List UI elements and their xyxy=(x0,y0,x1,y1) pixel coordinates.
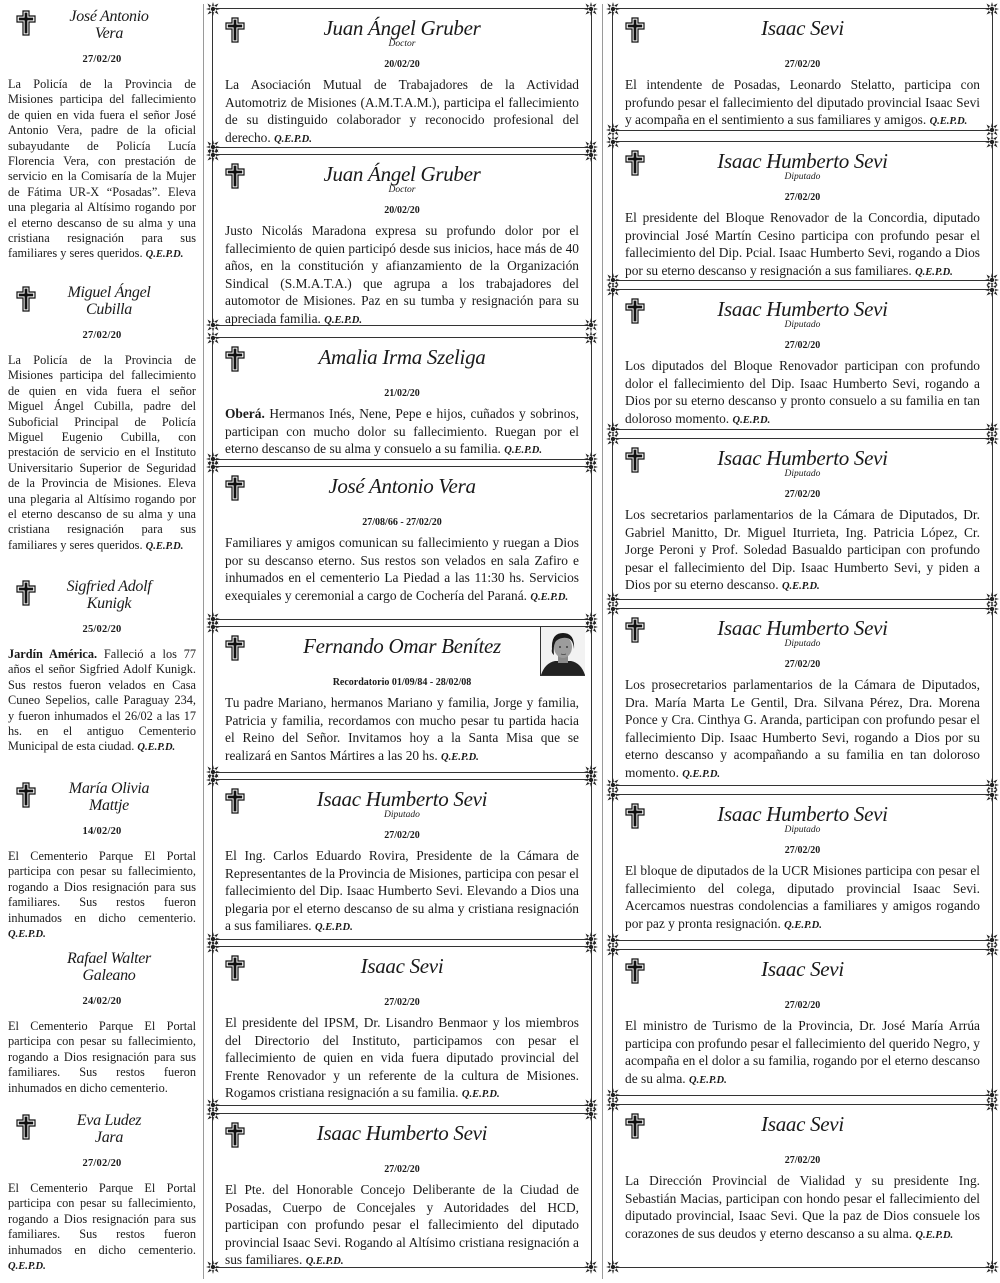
obituary-date: 27/02/20 xyxy=(82,54,122,65)
obituary-title xyxy=(613,39,992,49)
obituary-name xyxy=(8,780,196,814)
cross-icon xyxy=(225,475,245,501)
obituary-text xyxy=(225,1014,579,1104)
obituary-date: 20/02/20 xyxy=(384,59,420,70)
corner-ornament-icon xyxy=(606,432,620,446)
obituary-item xyxy=(8,1112,196,1274)
column-divider xyxy=(602,4,603,1279)
obituary-name: Isaac Humberto Sevi xyxy=(316,787,488,811)
obituary-text xyxy=(625,862,980,934)
obituary-name xyxy=(8,950,196,984)
name-line: Kunigk xyxy=(86,595,132,612)
obituary-date: 27/02/20 xyxy=(784,340,821,351)
obituary-text xyxy=(625,506,980,596)
qepd-closing: Q.E.P.D. xyxy=(8,1261,46,1273)
obituary-title: Diputado xyxy=(784,320,821,330)
cross-icon xyxy=(225,635,245,661)
body-text: La Asociación Mutual de Trabajadores de la Actividad Automotriz de Misiones (A.M.T.A.M.), participa el fallecimiento de su distinguido colaborador y reconocido profesional del derecho. xyxy=(225,77,579,145)
body-text: La Dirección Provincial de Vialidad y su presidente Ing. Sebastián Macias, participan con hondo pesar el fallecimiento del diputado provincial, Isaac Sevi. Que la paz de Dios consuele los corazones de sus deudos y eterno descanso a su alma. xyxy=(625,1173,980,1241)
body-text: El Cementerio Parque El Portal participa con pesar su fallecimiento, rogando a Dios resignación para sus familiares. Sus restos fueron inhumados en dicho cementerio. xyxy=(8,1019,196,1095)
obituary-text xyxy=(625,357,980,429)
obituary-name: Isaac Humberto Sevi xyxy=(717,802,888,826)
obituary-text xyxy=(225,847,579,937)
body-text: Justo Nicolás Maradona expresa su profundo dolor por el fallecimiento de quien participó desde sus inicios, hace más de 40 años, en la constitución y afianzamiento de la Organización Sindical (S.M.A.T.A.) que agrupa a los trabajadores del automotor de Misiones. Paz en su tumba y resignación para su apreciada familia. xyxy=(225,223,579,326)
obituary-text xyxy=(8,1019,196,1096)
corner-ornament-icon xyxy=(584,773,598,787)
corner-ornament-icon xyxy=(985,2,999,16)
obituary-title: Diputado xyxy=(784,469,821,479)
corner-ornament-icon xyxy=(584,1107,598,1121)
portrait-photo xyxy=(540,627,585,676)
obituary-text xyxy=(225,76,579,148)
cross-icon xyxy=(625,1113,645,1139)
obituary-name: José Antonio Vera xyxy=(328,474,476,498)
obituary-date: 14/02/20 xyxy=(82,826,122,837)
obituary-date: 27/02/20 xyxy=(784,489,821,500)
obituary-title xyxy=(613,980,992,990)
obituary-text xyxy=(8,353,196,554)
corner-ornament-icon xyxy=(206,1260,220,1274)
body-text: La Policía de la Provincia de Misiones participa del fallecimiento de quien en vida fuera el señor Miguel Ángel Cubilla, padre del Suboficial Principal de Policía Miguel Eugenio Cubilla, con prestación de servicio en el Instituto Universitario Superior de Seguridad de la Provincia de Misiones. Eleva una plegaria al Altísimo rogando por el eterno descanso de su alma y una cristiana resignación para sus familiares y seres queridos. xyxy=(8,353,196,552)
body-text: Falleció a los 77 años el señor Sigfried Adolf Kunigk. Sus restos fueron velados en Casa Cuneo Sepelios, calle Paraguay 234, y fueron inhumados el 26/02 a las 17 hs. en el antiguo Cementerio Municipal de esta ciudad. xyxy=(8,647,196,754)
obituary-notice xyxy=(212,1113,592,1268)
corner-ornament-icon xyxy=(606,283,620,297)
obituary-title xyxy=(213,657,591,667)
obituary-title: Diputado xyxy=(784,172,821,182)
obituary-notice xyxy=(212,779,592,940)
qepd-closing: Q.E.P.D. xyxy=(137,742,176,754)
obituary-title xyxy=(213,368,591,378)
corner-ornament-icon xyxy=(584,318,598,332)
obituary-date: Recordatorio 01/09/84 - 28/02/08 xyxy=(332,677,472,688)
qepd-closing: Q.E.P.D. xyxy=(784,919,822,931)
qepd-closing: Q.E.P.D. xyxy=(315,922,353,934)
obituary-name: Isaac Sevi xyxy=(360,954,444,978)
obituary-notice xyxy=(612,794,993,941)
corner-ornament-icon xyxy=(206,773,220,787)
obituary-name: Isaac Sevi xyxy=(761,1112,844,1136)
corner-ornament-icon xyxy=(584,460,598,474)
obituary-date: 27/02/20 xyxy=(784,1000,821,1011)
corner-ornament-icon xyxy=(985,602,999,616)
corner-ornament-icon xyxy=(206,331,220,345)
obituary-text xyxy=(225,222,579,330)
body-text: Los diputados del Bloque Renovador participan con profundo dolor el fallecimiento del Dip. Isaac Humberto Sevi, rogando a Dios por su eterno descanso y pronto consuelo a su familia en tan doloroso momento. xyxy=(625,358,980,426)
name-line: Miguel Ángel xyxy=(67,284,151,301)
name-line: Mattje xyxy=(89,797,129,814)
obituary-notice xyxy=(212,626,592,773)
obituary-text xyxy=(625,209,980,281)
corner-ornament-icon xyxy=(206,620,220,634)
obituary-title xyxy=(213,497,591,507)
qepd-closing: Q.E.P.D. xyxy=(274,133,312,145)
obituary-name: Fernando Omar Benítez xyxy=(303,634,501,658)
obituary-item xyxy=(8,8,196,263)
column-divider xyxy=(203,4,204,1279)
name-line: Galeano xyxy=(82,967,136,984)
cross-icon xyxy=(225,17,245,43)
location-lead: Jardín América. xyxy=(8,647,98,661)
obituary-text xyxy=(8,77,196,263)
obituary-notice xyxy=(612,141,993,281)
corner-ornament-icon xyxy=(606,2,620,16)
body-text: El presidente del Bloque Renovador de la Concordia, diputado provincial José Martín Cesino participa con profundo pesar el fallecimiento del Dip. Pcial. Isaac Humberto Sevi, rogando a Dios por su eterno descanso y resignación a sus familiares. xyxy=(625,210,980,278)
obituary-text xyxy=(625,76,980,131)
qepd-closing: Q.E.P.D. xyxy=(441,751,479,763)
obituary-name: Juan Ángel Gruber xyxy=(323,16,481,40)
obituary-notice xyxy=(212,154,592,326)
qepd-closing: Q.E.P.D. xyxy=(688,1074,727,1086)
cross-icon xyxy=(625,803,645,829)
obituary-date: 27/08/66 - 27/02/20 xyxy=(362,517,442,528)
name-line: Cubilla xyxy=(86,301,132,318)
obituary-title: Doctor xyxy=(388,185,416,195)
corner-ornament-icon xyxy=(985,788,999,802)
cross-icon xyxy=(625,617,645,643)
obituary-date: 27/02/20 xyxy=(784,59,821,70)
qepd-closing: Q.E.P.D. xyxy=(781,581,820,593)
cross-icon xyxy=(225,1122,245,1148)
cross-icon xyxy=(225,955,245,981)
corner-ornament-icon xyxy=(206,1107,220,1121)
corner-ornament-icon xyxy=(606,135,620,149)
obituary-text xyxy=(625,1172,980,1244)
corner-ornament-icon xyxy=(985,135,999,149)
obituary-notice xyxy=(612,289,993,430)
obituary-date: 25/02/20 xyxy=(82,624,122,635)
obituary-notice xyxy=(212,466,592,620)
qepd-closing: Q.E.P.D. xyxy=(145,540,184,552)
corner-ornament-icon xyxy=(584,331,598,345)
obituary-date: 21/02/20 xyxy=(384,388,420,399)
qepd-closing: Q.E.P.D. xyxy=(530,591,569,603)
corner-ornament-icon xyxy=(985,432,999,446)
corner-ornament-icon xyxy=(985,283,999,297)
corner-ornament-icon xyxy=(606,1098,620,1112)
body-text: El Cementerio Parque El Portal participa con pesar su fallecimiento, rogando a Dios resignación para sus familiares. Sus restos fueron inhumados en dicho cementerio. xyxy=(8,849,196,925)
location-lead: Oberá. xyxy=(225,406,265,421)
corner-ornament-icon xyxy=(206,2,220,16)
qepd-closing: Q.E.P.D. xyxy=(504,445,543,457)
qepd-closing: Q.E.P.D. xyxy=(929,116,968,128)
obituary-text xyxy=(225,694,579,766)
obituary-notice xyxy=(612,608,993,786)
obituary-date: 27/02/20 xyxy=(784,192,821,203)
obituary-name: Isaac Humberto Sevi xyxy=(717,149,888,173)
body-text: El bloque de diputados de la UCR Misiones participa con pesar el fallecimiento del colega, diputado provincial Isaac Sevi. Acercamos nuestras condolencias a familiares y amigos rogando por paz y pronta resignación. xyxy=(625,863,980,931)
obituary-name xyxy=(8,578,196,612)
cross-icon xyxy=(625,17,645,43)
obituary-item xyxy=(8,950,196,1096)
body-text: El intendente de Posadas, Leonardo Stelatto, participa con profundo pesar el fallecimiento del diputado provincial Isaac Sevi y acompaña en el sentimiento a sus familiares y amigos. xyxy=(625,77,980,128)
obituary-notice xyxy=(612,949,993,1096)
body-text: El Ing. Carlos Eduardo Rovira, Presidente de la Cámara de Representantes de la Provincia de Misiones, participa con pesar el fallecimiento del Dip. Isaac Humberto Sevi. Elevando a Dios una plegaria por el eterno descanso de su alma y cristiana resignación a sus familiares. xyxy=(225,848,579,934)
obituary-name: Isaac Sevi xyxy=(761,957,844,981)
obituary-title: Diputado xyxy=(384,810,420,820)
qepd-closing: Q.E.P.D. xyxy=(915,266,953,278)
body-text: Tu padre Mariano, hermanos Mariano y familia, Jorge y familia, Patricia y familia, recordamos con mucho pesar tu partida hacia el Reino del Señor. Invitamos hoy a la Santa Misa que se realizará en Santos Mártires a las 20 hs. xyxy=(225,695,579,763)
obituary-name: Isaac Humberto Sevi xyxy=(316,1121,488,1145)
obituary-name: Juan Ángel Gruber xyxy=(323,162,481,186)
corner-ornament-icon xyxy=(985,943,999,957)
qepd-closing: Q.E.P.D. xyxy=(305,1256,344,1268)
name-line: Eva Ludez xyxy=(76,1112,142,1129)
obituary-date: 27/02/20 xyxy=(784,845,821,856)
obituary-date: 27/02/20 xyxy=(784,1155,821,1166)
body-text: El ministro de Turismo de la Provincia, Dr. José María Arrúa participa con profundo pesar el fallecimiento del querido Negro, y acompaña en el dolor a su familia, rogando por el eterno descanso de su alma. xyxy=(625,1018,980,1086)
corner-ornament-icon xyxy=(584,1260,598,1274)
obituary-item xyxy=(8,578,196,756)
cross-icon xyxy=(625,298,645,324)
cross-icon xyxy=(625,150,645,176)
cross-icon xyxy=(225,346,245,372)
qepd-closing: Q.E.P.D. xyxy=(8,929,46,941)
qepd-closing: Q.E.P.D. xyxy=(732,414,771,426)
corner-ornament-icon xyxy=(606,943,620,957)
obituary-date: 27/02/20 xyxy=(384,997,420,1008)
corner-ornament-icon xyxy=(206,318,220,332)
obituary-name: Isaac Sevi xyxy=(761,16,844,40)
corner-ornament-icon xyxy=(206,940,220,954)
obituary-date: 20/02/20 xyxy=(384,205,420,216)
obituary-title xyxy=(613,1135,992,1145)
obituary-date: 27/02/20 xyxy=(384,830,420,841)
obituary-text xyxy=(8,849,196,942)
corner-ornament-icon xyxy=(584,940,598,954)
corner-ornament-icon xyxy=(206,148,220,162)
name-line: Rafael Walter xyxy=(67,950,151,967)
corner-ornament-icon xyxy=(206,460,220,474)
obituary-name xyxy=(8,284,196,318)
corner-ornament-icon xyxy=(584,148,598,162)
corner-ornament-icon xyxy=(985,1260,999,1274)
obituary-date: 24/02/20 xyxy=(82,996,122,1007)
qepd-closing: Q.E.P.D. xyxy=(461,1089,500,1101)
obituary-date: 27/02/20 xyxy=(82,330,122,341)
obituary-name: Isaac Humberto Sevi xyxy=(717,297,888,321)
obituary-name: Isaac Humberto Sevi xyxy=(717,616,888,640)
obituary-date: 27/02/20 xyxy=(82,1158,122,1169)
body-text: Familiares y amigos comunican su fallecimiento y ruegan a Dios por su descanso eterno. Sus restos son velados en sala Zafiro e inhumados en el cementerio La Piedad a las 11:30 hs. Servicios exequiales y ceremonial a cargo de Cochería del Paraná. xyxy=(225,535,579,603)
cross-icon xyxy=(625,447,645,473)
obituary-date: 27/02/20 xyxy=(784,659,821,670)
obituary-item xyxy=(8,780,196,942)
name-line: José Antonio xyxy=(69,8,149,25)
obituary-text xyxy=(225,534,579,606)
obituary-name xyxy=(8,1112,196,1146)
body-text: La Policía de la Provincia de Misiones participa del fallecimiento de quien en vida fuera el señor José Antonio Vera, padre de la oficial subayudante de Policía Lucía Florencia Vera, con prestación de servicio en la Comisaría de la Mujer de Fátima UR-X “Posadas”. Eleva una plegaria al Altísimo rogando por el eterno descanso de su alma y una cristiana resignación para sus familiares y seres queridos. xyxy=(8,77,196,261)
body-text: El Cementerio Parque El Portal participa con pesar su fallecimiento, rogando a Dios resignación para sus familiares. Sus restos fueron inhumados en dicho cementerio. xyxy=(8,1181,196,1257)
obituary-title xyxy=(213,1144,591,1154)
obituary-name: Amalia Irma Szeliga xyxy=(318,345,486,369)
corner-ornament-icon xyxy=(606,602,620,616)
obituary-date: 27/02/20 xyxy=(384,1164,420,1175)
cross-icon xyxy=(225,788,245,814)
obituary-notice xyxy=(612,8,993,131)
qepd-closing: Q.E.P.D. xyxy=(145,249,184,261)
obituary-title xyxy=(213,977,591,987)
body-text: Hermanos Inés, Nene, Pepe e hijos, cuñados y sobrinos, participan con mucho dolor su fallecimiento. Ruegan por el eterno descanso de su alma y consuelo a su familia. xyxy=(225,406,579,457)
obituary-text xyxy=(625,676,980,784)
corner-ornament-icon xyxy=(584,620,598,634)
qepd-closing: Q.E.P.D. xyxy=(915,1229,954,1241)
obituary-name: Isaac Humberto Sevi xyxy=(717,446,888,470)
obituary-title: Diputado xyxy=(784,825,821,835)
obituary-notice xyxy=(212,337,592,460)
obituary-item xyxy=(8,284,196,554)
obituary-text xyxy=(625,1017,980,1089)
obituary-text xyxy=(8,1181,196,1274)
cross-icon xyxy=(225,163,245,189)
qepd-closing: Q.E.P.D. xyxy=(324,314,362,326)
body-text: Los secretarios parlamentarios de la Cámara de Diputados, Dr. Gabriel Manitto, Dr. Miguel Iturrieta, Ing. Patricia López, Cr. Jorge Peroni y Prof. Soledad Basualdo participan con profundo pesar el fallecimiento del Dip. Isaac Humberto Sevi, y piden a Dios por su eterno descanso. xyxy=(625,507,980,593)
obituary-notice xyxy=(612,438,993,600)
corner-ornament-icon xyxy=(584,2,598,16)
obituary-title: Diputado xyxy=(784,639,821,649)
name-line: Sigfried Adolf xyxy=(66,578,152,595)
obituary-text xyxy=(8,647,196,756)
corner-ornament-icon xyxy=(606,788,620,802)
qepd-closing: Q.E.P.D. xyxy=(682,768,721,780)
cross-icon xyxy=(625,958,645,984)
obituary-text xyxy=(225,405,579,460)
body-text: El presidente del IPSM, Dr. Lisandro Benmaor y los miembros del Directorio del Instituto, participamos con pesar el fallecimiento de quien en vida fuera diputado provincial del Frente Renovador y un referente de la cultura de Misiones. Rogamos cristiana resignación a su familia. xyxy=(225,1015,579,1101)
name-line: María Olivia xyxy=(68,780,150,797)
obituary-notice xyxy=(612,1104,993,1268)
obituary-text xyxy=(225,1181,579,1271)
obituary-title: Doctor xyxy=(388,39,416,49)
body-text: Los prosecretarios parlamentarios de la Cámara de Diputados, Dra. María Marta Le Gentil, Dra. Silvana Pérez, Dra. Morena Ponce y Cra. Cinthya G. Aranda, participan con profundo pesar el fallecimiento Dip. Isaac Humberto Sevi, rogando a Dios por su eterno descanso y acompañando a su familia en tan doloroso momento. xyxy=(625,677,980,780)
body-text: El Pte. del Honorable Concejo Deliberante de la Ciudad de Posadas, Cuerpo de Concejales y Autoridades del HCD, participan con profundo pesar el fallecimiento del diputado provincial Isaac Sevi. Rogando al Altísimo cristiana resignación a sus familiares. xyxy=(225,1182,579,1268)
corner-ornament-icon xyxy=(606,1260,620,1274)
obituary-notice xyxy=(212,8,592,148)
corner-ornament-icon xyxy=(985,1098,999,1112)
obituary-name xyxy=(8,8,196,42)
name-line: Vera xyxy=(94,25,124,42)
obituary-notice xyxy=(212,946,592,1106)
name-line: Jara xyxy=(94,1129,124,1146)
